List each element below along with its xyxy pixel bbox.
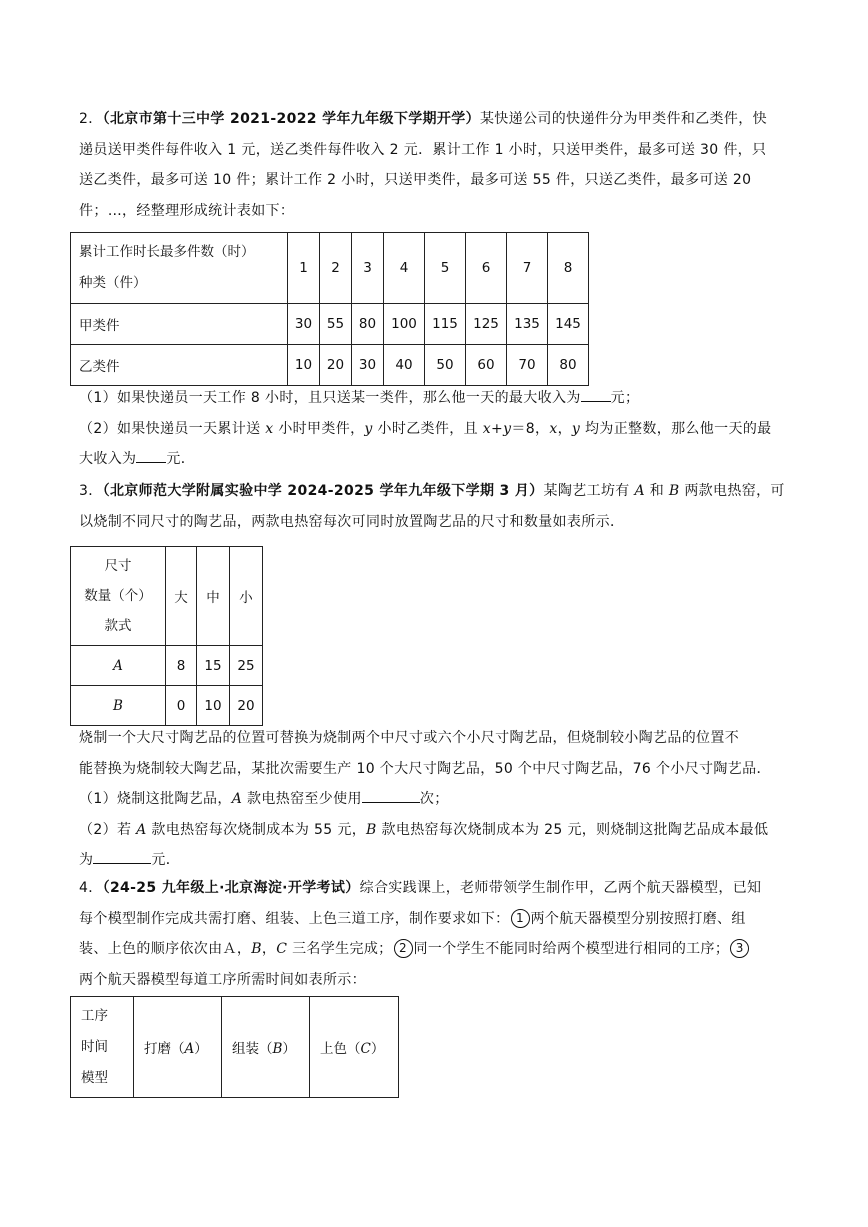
q3-number: 3． xyxy=(79,483,103,499)
table-cell: 80 xyxy=(548,345,589,386)
table-cell: 15 xyxy=(197,646,230,686)
table-cell: 100 xyxy=(384,304,425,345)
table-cell: 30 xyxy=(352,345,384,386)
table-cell: 70 xyxy=(507,345,548,386)
answer-blank[interactable] xyxy=(136,448,166,463)
table-cell: 3 xyxy=(352,233,384,304)
table-cell: 50 xyxy=(425,345,466,386)
table-cell: 145 xyxy=(548,304,589,345)
table-cell: 中 xyxy=(197,547,230,646)
table-cell: 115 xyxy=(425,304,466,345)
table-cell: 10 xyxy=(197,686,230,726)
table-row xyxy=(71,997,399,1098)
answer-blank[interactable] xyxy=(93,849,151,864)
table-row-label: B xyxy=(71,686,166,726)
table-row xyxy=(71,646,263,686)
q4-source: （24-25 九年级上·北京海淀·开学考试） xyxy=(102,880,360,896)
table-cell: 10 xyxy=(288,345,320,386)
table-cell: 6 xyxy=(466,233,507,304)
q2-number: 2． xyxy=(79,111,103,127)
q3-kiln-table xyxy=(70,546,263,726)
table-row-label: 甲类件 xyxy=(71,304,288,345)
table-row xyxy=(71,547,263,646)
table-cell: 40 xyxy=(384,345,425,386)
q3-body: 烧制一个大尺寸陶艺品的位置可替换为烧制两个中尺寸或六个小尺寸陶艺品，但烧制较小陶艺品的位置不 能替换为烧制较大陶艺品，某批次需要生产 10 个大尺寸陶艺品，50 个中尺寸陶艺品，76 个小尺寸陶艺品． （1）烧制这批陶艺品，A 款电热窑至少使用 次； （2）若 A 款电热窑每次烧制成本为 55 元，B 款电热窑每次烧制成本为 25 元，则烧制这批陶艺品成本最低 为 元． xyxy=(79,730,771,868)
table-cell: 80 xyxy=(352,304,384,345)
table-row xyxy=(71,233,589,304)
table-cell: 55 xyxy=(320,304,352,345)
table-cell: 上色（C） xyxy=(310,997,399,1098)
q3-source: （北京师范大学附属实验中学 2024-2025 学年九年级下学期 3 月） xyxy=(102,483,544,499)
circled-1-icon: 1 xyxy=(511,909,530,928)
table-cell: 大 xyxy=(166,547,197,646)
table-cell: 30 xyxy=(288,304,320,345)
table-row-label: 乙类件 xyxy=(71,345,288,386)
answer-blank[interactable] xyxy=(581,387,611,402)
table-cell: 125 xyxy=(466,304,507,345)
table-cell: 小 xyxy=(230,547,263,646)
answer-blank[interactable] xyxy=(362,788,420,803)
table-cell: 1 xyxy=(288,233,320,304)
table-row xyxy=(71,686,263,726)
q2-intro: 2．（北京市第十三中学 2021-2022 学年九年级下学期开学）某快递公司的快递件分为甲类件和乙类件，快 递员送甲类件每件收入 1 元，送乙类件每件收入 2 元．累计工作 1 小时，只送甲类件，最多可送 30 件，只 送乙类件，最多可送 10 件；累计工作 2 小时，只送甲类件，最多可送 55 件，只送乙类件，最多可送 20 件；…，经整理形成统计表如下： xyxy=(79,111,767,219)
q2-subquestions: （1）如果快递员一天工作 8 小时，且只送某一类件，那么他一天的最大收入为 元； （2）如果快递员一天累计送 x 小时甲类件，y 小时乙类件，且 x+y＝8，x，y 均为正整数，那么他一天的最 大收入为 元． xyxy=(79,383,792,475)
table-cell: 5 xyxy=(425,233,466,304)
circled-3-icon: 3 xyxy=(730,939,749,958)
table-cell: 8 xyxy=(548,233,589,304)
q2-stats-table xyxy=(70,232,589,386)
table-cell: 135 xyxy=(507,304,548,345)
q4-process-table xyxy=(70,996,399,1098)
table-cell: 60 xyxy=(466,345,507,386)
table-cell: 0 xyxy=(166,686,197,726)
table-cell: 组装（B） xyxy=(222,997,310,1098)
q3-intro: 3．（北京师范大学附属实验中学 2024-2025 学年九年级下学期 3 月）某陶艺工坊有 A 和 B 两款电热窑，可 以烧制不同尺寸的陶艺品，两款电热窑每次可同时放置陶艺品的尺寸和数量如表所示． xyxy=(79,483,785,530)
table-header-cell: 累计工作时长最多件数（时） 种类（件） xyxy=(71,233,288,304)
table-cell: 4 xyxy=(384,233,425,304)
circled-2-icon: 2 xyxy=(394,939,413,958)
table-row xyxy=(71,345,589,386)
table-header-cell: 尺寸 数量（个） 款式 xyxy=(71,547,166,646)
table-cell: 20 xyxy=(320,345,352,386)
table-cell: 8 xyxy=(166,646,197,686)
q2-source: （北京市第十三中学 2021-2022 学年九年级下学期开学） xyxy=(102,111,480,127)
table-cell: 7 xyxy=(507,233,548,304)
q4-intro: 4．（24-25 九年级上·北京海淀·开学考试）综合实践课上，老师带领学生制作甲，乙两个航天器模型，已知 每个模型制作完成共需打磨、组装、上色三道工序，制作要求如下： 1 两个航天器模型分别按照打磨、组 装、上色的顺序依次由Ａ，B，C 三名学生完成； 2 同一个学生不能同时给两个模型进行相同的工序； 3 两个航天器模型每道工序所需时间如表所示： xyxy=(79,880,762,988)
table-row xyxy=(71,304,589,345)
table-cell: 25 xyxy=(230,646,263,686)
table-cell: 20 xyxy=(230,686,263,726)
table-row-label: A xyxy=(71,646,166,686)
table-cell: 打磨（A） xyxy=(134,997,222,1098)
table-header-cell: 工序 时间 模型 xyxy=(71,997,134,1098)
q4-number: 4． xyxy=(79,880,103,896)
table-cell: 2 xyxy=(320,233,352,304)
